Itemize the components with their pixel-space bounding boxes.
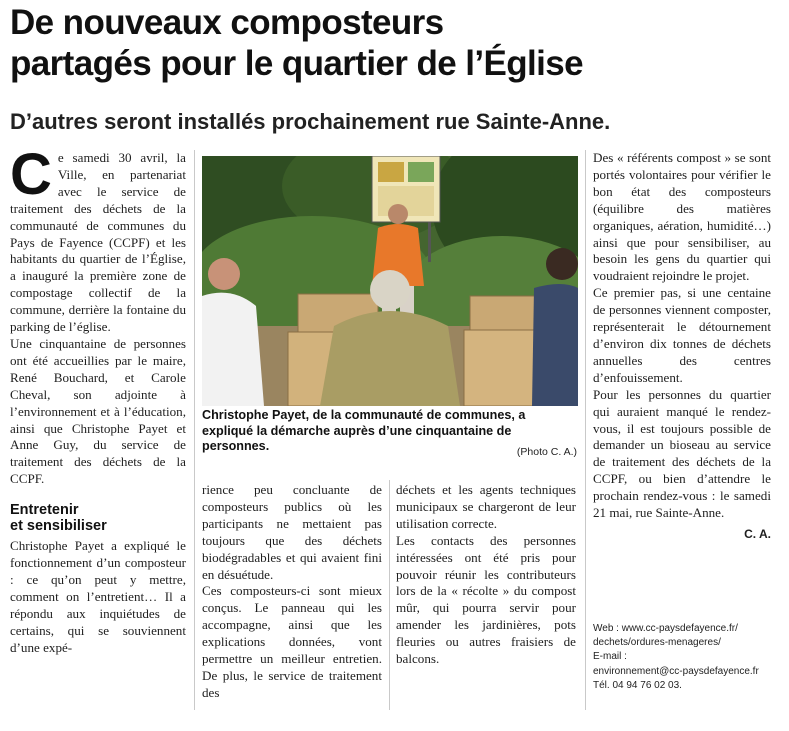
paragraph-contacts: Les contacts des personnes intéressées ont été pris pour pouvoir réunir les contributeurs lors de la « récolte » du compost mûr, qui pourra servir pour amender les jardinières, pots fleuries ou autres fraisiers de balcons. xyxy=(396,532,576,667)
article-column-1 xyxy=(10,142,186,656)
photo-illustration xyxy=(202,156,578,406)
headline-line-2: partagés pour le quartier de l’Église xyxy=(10,44,583,83)
column-divider-2 xyxy=(389,480,390,710)
article-column-3 xyxy=(396,482,576,668)
section-heading-line-1: Entretenir xyxy=(10,502,79,519)
intro-paragraph xyxy=(10,142,186,336)
photo-caption: Christophe Payet, de la communauté de communes, a expliqué la démarche auprès d’une cinquantaine de personnes. xyxy=(202,408,526,453)
article-column-2 xyxy=(202,482,382,702)
column-divider-3 xyxy=(585,150,586,710)
paragraph-welcome: Une cinquantaine de personnes ont été accueillies par le maire, René Bouchard, et Carole Cheval, son adjointe à l’environnement et à l’éducation, ainsi que Christophe Payet et Anne Guy, du service de traitement des déchets de la CCPF. xyxy=(10,335,186,487)
contact-email-label: E-mail : xyxy=(593,651,627,663)
author-signature: C. A. xyxy=(744,526,771,541)
article-column-4 xyxy=(593,150,771,543)
subtitle: D’autres seront installés prochainement rue Sainte-Anne. xyxy=(10,109,611,134)
contact-web-line-2: dechets/ordures-menageres/ xyxy=(593,637,721,649)
section-heading xyxy=(10,502,186,534)
article-photo xyxy=(202,156,578,406)
paragraph-agents: déchets et les agents techniques municipaux se chargeront de leur utilisation correcte. xyxy=(396,482,576,531)
photo-credit: (Photo C. A.) xyxy=(516,446,577,458)
section-heading-line-2: et sensibiliser xyxy=(10,518,107,535)
headline-line-1: De nouveaux composteurs xyxy=(10,3,444,42)
paragraph-referents: Des « référents compost » se sont portés volontaires pour vérifier le bon état des composteurs (équilibre des matières organiques, aération, humidité…) ainsi que pour sensibiliser, au besoin les gens du quartier qui voudraient rejoindre le projet. xyxy=(593,150,771,284)
paragraph-explanation: Christophe Payet a expliqué le fonctionnement d’un composteur : ce qu’on peut y mettre, comment on l’entretient… Il a répondu aux inquiétudes de certains, qui se souviennent d’une expé- xyxy=(10,538,186,655)
headline xyxy=(10,2,780,84)
contact-info xyxy=(593,622,778,693)
paragraph-next-meeting: Pour les personnes du quartier qui auraient manqué le rendez-vous, il est toujours possible de demander un bioseau au service de traitement des déchets de la CCPF, ou bien d’attendre le prochain rendez-vous : le samedi 21 mai, rue Sainte-Anne. xyxy=(593,386,771,521)
paragraph-design: Ces composteurs-ci sont mieux conçus. Le panneau qui les accompagne, ainsi que les explications données, vont permettre un meilleur entretien. De plus, le service de traitement des xyxy=(202,583,382,700)
column-divider-1 xyxy=(194,150,195,710)
contact-web-line-1: Web : www.cc-paysdefayence.fr/ xyxy=(593,623,738,634)
drop-cap: C xyxy=(10,142,52,207)
intro-text: e samedi 30 avril, la Ville, en partenariat avec le service de traitement des déchets de la communauté de communes du Pays de Fayence (CCPF) et les habitants du quartier de l’Église, a inauguré la première zone de compostage collectif de la commune, derrière la fontaine du parking de l’église. xyxy=(10,150,186,335)
contact-phone: Tél. 04 94 76 02 03. xyxy=(593,679,682,691)
paragraph-continued: rience peu concluante de composteurs publics où les participants ne mettaient pas toujours que des déchets biodégradables et qui avaient fini en désuétude. xyxy=(202,482,382,582)
contact-email: environnement@cc-paysdefayence.fr xyxy=(593,665,759,677)
paragraph-first-step: Ce premier pas, si une centaine de personnes viennent composter, représenterait le détournement d’environ dix tonnes de déchets annuelles des centres d’enfouissement. xyxy=(593,285,771,385)
